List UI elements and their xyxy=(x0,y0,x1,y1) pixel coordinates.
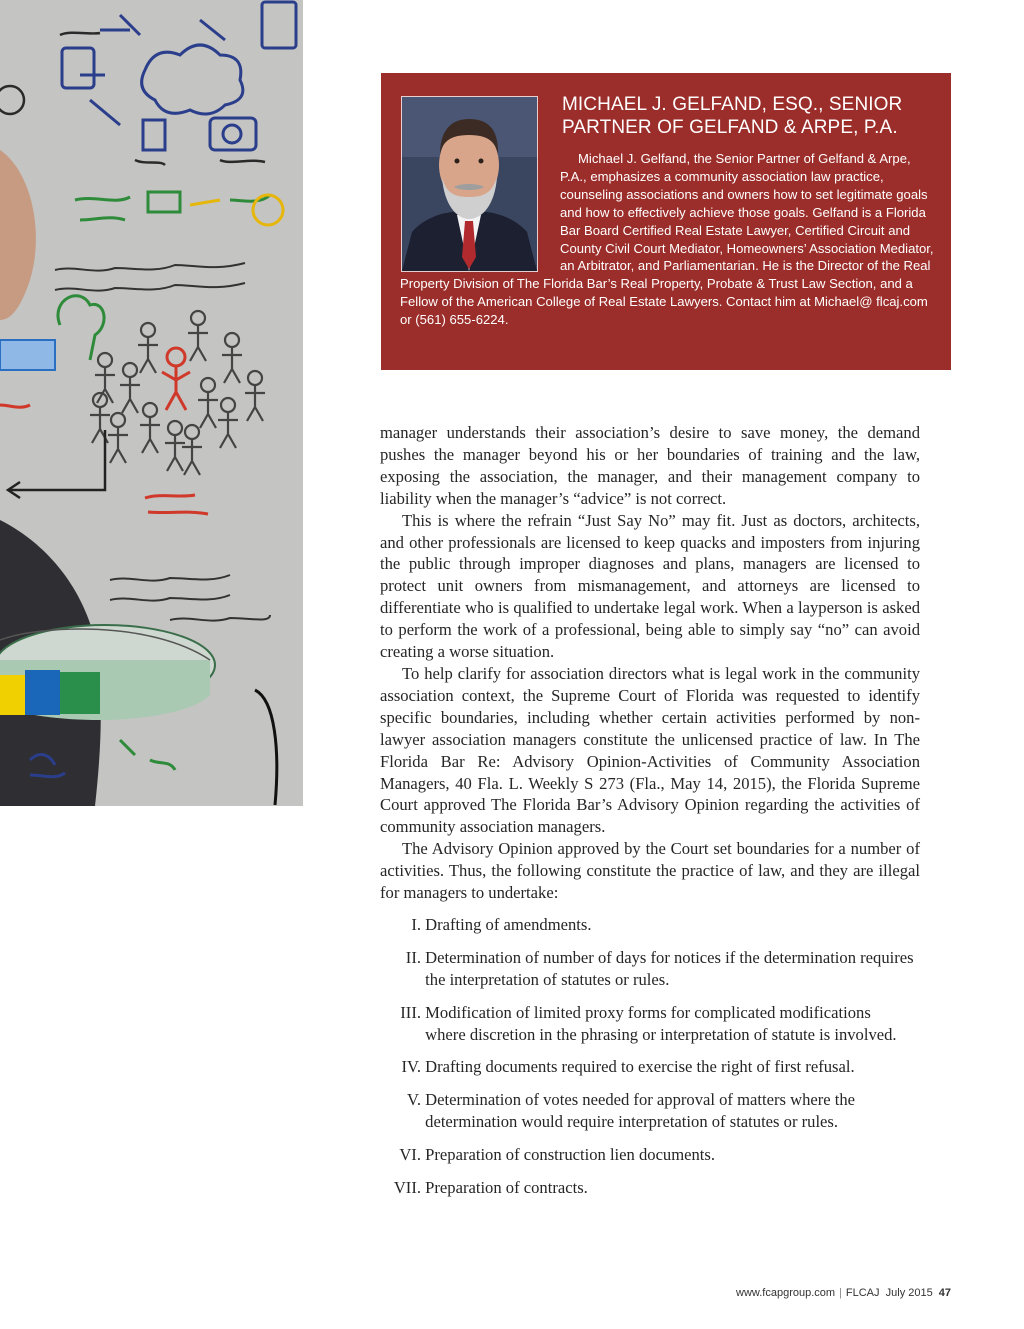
page-footer xyxy=(736,1287,951,1299)
list-item xyxy=(380,1177,920,1199)
article-paragraph-3: To help clarify for association directors what is legal work in the community association context, the Supreme Court of Florida was requested to identify specific boundaries, including whether certain activities performed by non-lawyer association managers constitute the unlicensed practice of law. In The Florida Bar Re: Advisory Opinion-Activities of Community Association Managers, 40 Fla. L. Weekly S 273 (Fla., May 14, 2015), the Florida Supreme Court approved The Florida Bar’s Advisory Opinion regarding the activities of community association managers. xyxy=(380,663,920,837)
doodle-drawing xyxy=(0,0,303,806)
article-paragraph-4: The Advisory Opinion approved by the Court set boundaries for a number of activities. Thus, the following constitute the practice of law, and they are illegal for managers to undertake: xyxy=(380,839,920,903)
article-body xyxy=(380,422,920,1210)
article-paragraph-1: manager understands their association’s desire to save money, the demand pushes the manager beyond his or her boundaries of training and the law, exposing the association, the manager, and their management company to liability when the manager’s “advice” is not correct. xyxy=(380,423,920,508)
list-item-number: VI. xyxy=(399,1145,421,1165)
list-item-number: II. xyxy=(405,947,421,967)
list-item-number: III. xyxy=(400,1002,421,1022)
list-item xyxy=(380,1002,920,1046)
author-bio-box xyxy=(381,73,951,370)
list-item-text: Determination of votes needed for approval of matters where the determination would require interpretation of statutes or rules. xyxy=(425,1090,856,1132)
list-item xyxy=(380,1144,920,1166)
page-number: 47 xyxy=(938,1287,951,1299)
footer-publication: FLCAJ xyxy=(845,1287,880,1299)
bio-photo-spacer xyxy=(400,150,560,274)
list-item-text: Preparation of construction lien documents. xyxy=(425,1145,716,1165)
article-paragraph-2: This is where the refrain “Just Say No” may fit. Just as doctors, architects, and other professionals are licensed to keep quacks and imposters from injuring the public through improper diagnoses and plans, managers are licensed to protect unit owners from mismanagement, and attorneys are licensed to differentiate who is qualified to undertake legal work. When a layperson is asked to perform the work of a professional, being able to simply say “no” can avoid creating a worse situation. xyxy=(380,510,920,662)
list-item-number: I. xyxy=(411,914,421,934)
list-item-text: Modification of limited proxy forms for complicated modifications where discretion in the phrasing or interpretation of statute is involved. xyxy=(425,1002,897,1044)
list-item xyxy=(380,914,920,936)
list-item-number: IV. xyxy=(401,1057,421,1077)
footer-separator: | xyxy=(839,1287,842,1299)
bio-paragraph: Michael J. Gelfand, the Senior Partner of Gelfand & Arpe, P.A., emphasizes a community association law practice, counseling associations and owners how to set legitimate goals and how to effectively achieve those goals. Gelfand is a Florida Bar Board Certified Real Estate Lawyer, Certified Circuit and County Civil Court Mediator, Homeowners’ Association Mediator, an Arbitrator, and Parliamentarian. He is the Director of the Real Property Division of The Florida Bar’s Real Property, Probate & Trust Law Section, and a Fellow of the American College of Real Estate Lawyers. Contact him at Michael@ flcaj.com or (561) 655-6224. xyxy=(400,151,934,328)
list-item-number: V. xyxy=(407,1090,421,1110)
list-item-number: VII. xyxy=(393,1178,421,1198)
footer-date: July 2015 xyxy=(885,1287,933,1299)
footer-website: www.fcapgroup.com xyxy=(736,1287,836,1299)
list-item-text: Drafting documents required to exercise the right of first refusal. xyxy=(425,1057,855,1077)
list-item-text: Drafting of amendments. xyxy=(425,914,592,934)
list-item xyxy=(380,947,920,991)
author-name-heading: MICHAEL J. GELFAND, ESQ., SENIOR PARTNER OF GELFAND & ARPE, P.A. xyxy=(562,94,903,138)
author-bio-text xyxy=(400,150,935,329)
prohibited-activities-list xyxy=(380,914,920,1199)
list-item-text: Determination of number of days for notices if the determination requires the interpretation of statutes or rules. xyxy=(425,947,914,989)
cover-illustration xyxy=(0,0,303,806)
list-item xyxy=(380,1056,920,1078)
list-item-text: Preparation of contracts. xyxy=(425,1178,588,1198)
list-item xyxy=(380,1089,920,1133)
